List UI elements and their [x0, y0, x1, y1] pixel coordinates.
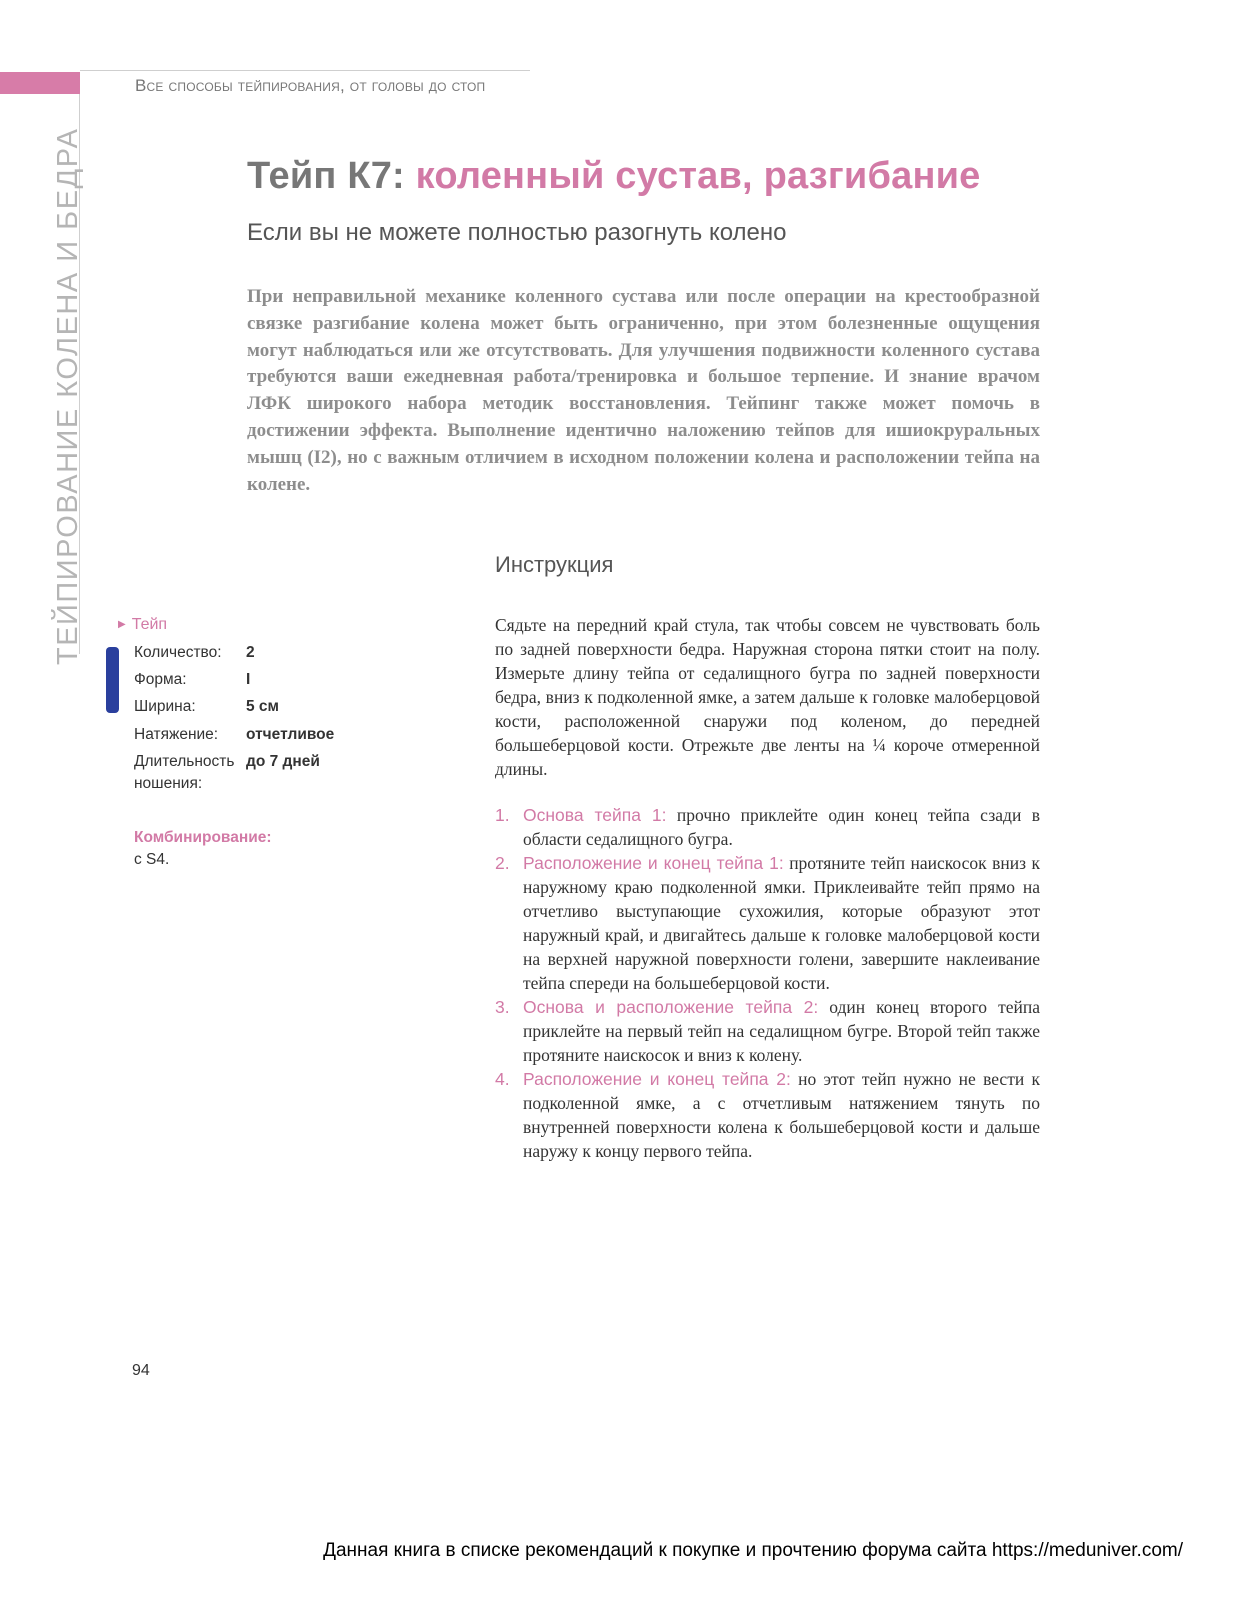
header-rule	[80, 70, 530, 71]
triangle-right-icon: ▶	[118, 619, 126, 630]
footer-note: Данная книга в списке рекомендаций к покупке и прочтению форума сайта https://meduniver.com/	[323, 1540, 1183, 1561]
instructions-paragraph: Сядьте на передний край стула, так чтобы совсем не чувствовать боль по задней поверхности бедра. Наружная сторона пятки стоит на полу. Измерьте длину тейпа от седалищного бугра по задней поверхности бедра, вниз к подколенной ямке, а затем дальше к головке малоберцовой кости, расположенной снаружи под коленом, до передней большеберцовой кости. Отрежьте две ленты на ¼ короче отмеренной длины.	[495, 615, 1040, 779]
tape-heading	[118, 616, 167, 634]
title-name: коленный сустав, разгибание	[415, 155, 981, 197]
spec-value: отчетливое	[246, 726, 335, 743]
step-label: Расположение и конец тейпа 1:	[523, 853, 784, 873]
step-number: 4.	[495, 1069, 510, 1089]
step-text: но этот тейп нужно не вести к подколенной ямке, а с отчетливым натяжением тянуть по внутренней поверхности колена к большеберцовой кости и дальше наружу к концу первого тейпа.	[523, 1069, 1040, 1161]
spec-value: 5 см	[246, 698, 280, 715]
spec-key: Количество:	[134, 644, 222, 661]
running-head: Все способы тейпирования, от головы до стоп	[135, 76, 486, 95]
step-number: 2.	[495, 853, 510, 873]
chapter-side-title: ТЕЙПИРОВАНИЕ КОЛЕНА И БЕДРА	[52, 127, 84, 665]
step-item	[495, 803, 1040, 851]
step-label: Основа тейпа 1:	[523, 805, 667, 825]
spec-key: Длительность ношения:	[134, 753, 235, 792]
instructions-steps	[495, 803, 1040, 1163]
page-number: 94	[132, 1362, 150, 1379]
step-text: прочно приклейте один конец тейпа сзади в области седалищного бугра.	[523, 805, 1040, 849]
step-text: протяните тейп наискосок вниз к наружному краю подколенной ямки. Приклеивайте тейп прямо на отчетливо выступающие сухожилия, которые образуют этот наружный край, и двигайтесь дальше к головке малоберцовой кости на верхней наружной поверхности голени, завершите наклеивание тейпа спереди на большеберцовой кости.	[523, 853, 1040, 993]
intro-paragraph: При неправильной механике коленного сустава или после операции на крестообразной связке разгибание колена может быть ограниченно, при этом болезненные ощущения могут наблюдаться или же отсутствовать. Для улучшения подвижности коленного сустава требуются ваши ежедневная работа/тренировка и большое терпение. И знание врачом ЛФК широкого набора методик восстановления. Тейпинг также может помочь в достижении эффекта. Выполнение идентично наложению тейпов для ишиокруральных мышц (I2), но с важным отличием в исходном положении колена и расположении тейпа на колене.	[247, 286, 1040, 495]
page-subtitle: Если вы не можете полностью разогнуть колено	[247, 219, 787, 246]
step-text: один конец второго тейпа приклейте на первый тейп на седалищном бугре. Второй тейп также протяните наискосок и вниз к колену.	[523, 997, 1040, 1065]
combination-heading: Комбинирование:	[134, 829, 272, 846]
spec-key: Натяжение:	[134, 726, 219, 743]
combination-value: с S4.	[134, 851, 170, 868]
title-code: Тейп К7:	[247, 155, 405, 197]
spec-value: 2	[246, 644, 255, 661]
instructions-heading: Инструкция	[495, 552, 614, 577]
spec-value: до 7 дней	[246, 753, 320, 770]
spec-key: Форма:	[134, 671, 187, 688]
step-label: Расположение и конец тейпа 2:	[523, 1069, 791, 1089]
tape-heading-label: Тейп	[131, 616, 168, 633]
step-item	[495, 1067, 1040, 1163]
step-number: 3.	[495, 997, 510, 1017]
step-item	[495, 995, 1040, 1067]
spec-value: I	[246, 671, 251, 688]
tape-color-marker	[106, 647, 119, 713]
step-number: 1.	[495, 805, 510, 825]
page-title	[247, 155, 981, 198]
section-color-tab	[0, 72, 80, 94]
step-label: Основа и расположение тейпа 2:	[523, 997, 819, 1017]
spec-key: Ширина:	[134, 698, 196, 715]
step-item	[495, 851, 1040, 995]
